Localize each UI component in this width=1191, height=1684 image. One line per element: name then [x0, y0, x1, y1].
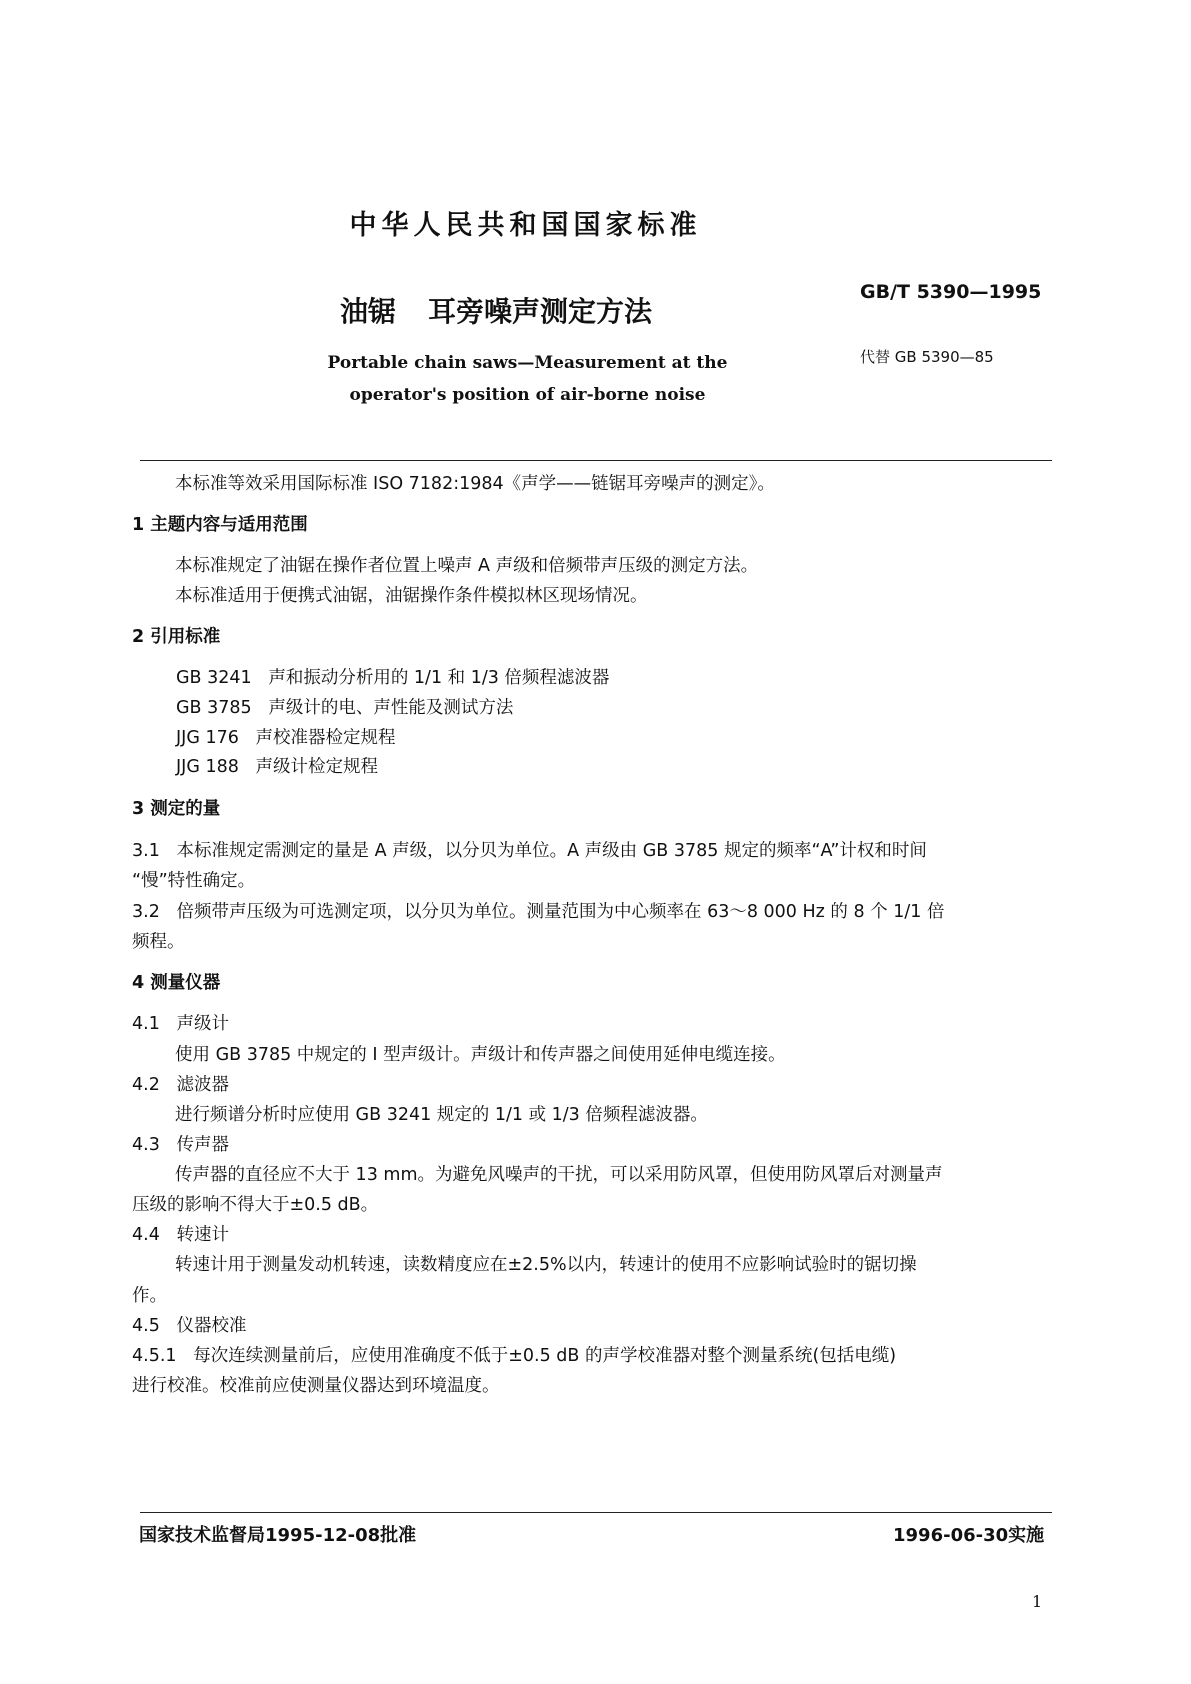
- title-english-line2: operator's position of air-borne noise: [349, 385, 706, 405]
- effective-date: 1996-06-30实施: [893, 1525, 1045, 1546]
- clause-4-4-line-2: 作。: [132, 1286, 167, 1306]
- clause-4-3-line-1: 传声器的直径应不大于 13 mm。为避免风噪声的干扰，可以采用防风罩，但使用防风罩后对测量声: [175, 1165, 943, 1185]
- bottom-divider: [140, 1512, 1052, 1513]
- clause-4-2-text: 进行频谱分析时应使用 GB 3241 规定的 1/1 或 1/3 倍频程滤波器。: [175, 1105, 708, 1125]
- clause-4-5-1-line-2: 进行校准。校准前应使测量仪器达到环境温度。: [132, 1376, 500, 1396]
- clause-3-2-line-2: 频程。: [132, 932, 185, 952]
- clause-4-2-heading: 4.2 滤波器: [132, 1075, 230, 1095]
- page-number: 1: [1032, 1592, 1043, 1611]
- approval-date: 国家技术监督局1995-12-08批准: [139, 1525, 417, 1546]
- section-3-heading: 3 测定的量: [132, 799, 221, 819]
- clause-4-4-heading: 4.4 转速计: [132, 1225, 230, 1245]
- standard-type-heading: 中华人民共和国国家标准: [349, 210, 702, 241]
- clause-4-4-line-1: 转速计用于测量发动机转速，读数精度应在±2.5%以内，转速计的使用不应影响试验时的锯切操: [175, 1255, 917, 1275]
- reference-item: GB 3785 声级计的电、声性能及测试方法: [176, 698, 514, 718]
- standard-code: GB/T 5390—1995: [860, 281, 1042, 303]
- clause-3-1-line-2: “慢”特性确定。: [132, 871, 256, 891]
- section-2-heading: 2 引用标准: [132, 627, 221, 647]
- title-cn-part2: 耳旁噪声测定方法: [428, 295, 653, 328]
- title-chinese: [340, 290, 652, 330]
- clause-4-3-line-2: 压级的影响不得大于±0.5 dB。: [132, 1195, 379, 1215]
- top-divider: [140, 460, 1052, 461]
- reference-item: JJG 176 声校准器检定规程: [176, 728, 396, 748]
- clause-4-1-text: 使用 GB 3785 中规定的 I 型声级计。声级计和传声器之间使用延伸电缆连接。: [175, 1045, 786, 1065]
- replaces-note: 代替 GB 5390—85: [860, 348, 994, 366]
- intro-paragraph: 本标准等效采用国际标准 ISO 7182:1984《声学——链锯耳旁噪声的测定》。: [175, 474, 775, 494]
- reference-item: GB 3241 声和振动分析用的 1/1 和 1/3 倍频程滤波器: [176, 668, 610, 688]
- section-4-heading: 4 测量仪器: [132, 973, 221, 993]
- clause-4-5-heading: 4.5 仪器校准: [132, 1316, 247, 1336]
- clause-3-1-line-1: 3.1 本标准规定需测定的量是 A 声级，以分贝为单位。A 声级由 GB 3785 规定的频率“A”计权和时间: [132, 841, 927, 861]
- clause-4-5-1-line-1: 4.5.1 每次连续测量前后，应使用准确度不低于±0.5 dB 的声学校准器对整个测量系统(包括电缆): [132, 1346, 897, 1366]
- clause-4-1-heading: 4.1 声级计: [132, 1014, 230, 1034]
- section-1-paragraph-1: 本标准规定了油锯在操作者位置上噪声 A 声级和倍频带声压级的测定方法。: [175, 556, 759, 576]
- clause-4-3-heading: 4.3 传声器: [132, 1135, 230, 1155]
- section-1-paragraph-2: 本标准适用于便携式油锯，油锯操作条件模拟林区现场情况。: [175, 586, 648, 606]
- title-cn-part1: 油锯: [340, 295, 397, 328]
- section-1-heading: 1 主题内容与适用范围: [132, 515, 308, 535]
- clause-3-2-line-1: 3.2 倍频带声压级为可选测定项，以分贝为单位。测量范围为中心频率在 63～8 000 Hz 的 8 个 1/1 倍: [132, 902, 945, 922]
- reference-item: JJG 188 声级计检定规程: [176, 757, 379, 777]
- title-english-line1: Portable chain saws—Measurement at the: [327, 353, 728, 373]
